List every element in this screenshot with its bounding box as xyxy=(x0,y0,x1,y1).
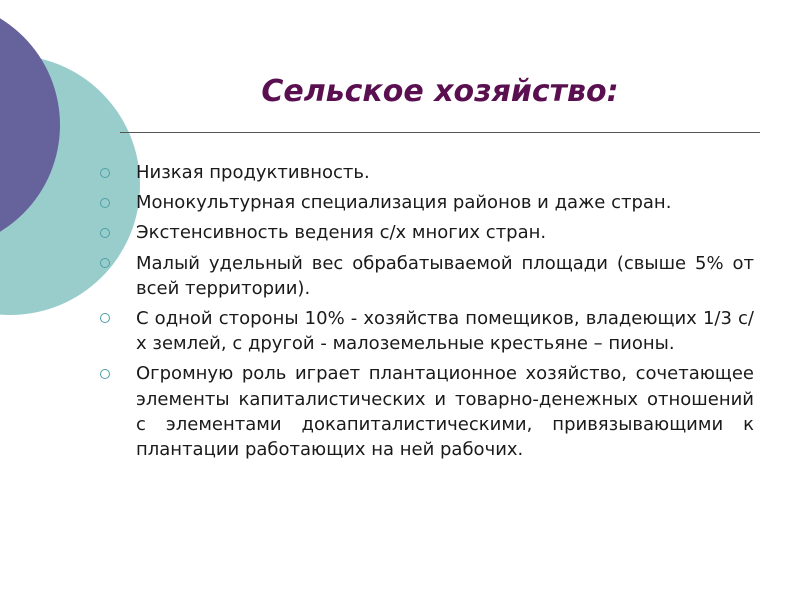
title-divider xyxy=(120,132,760,133)
bullet-text: Малый удельный вес обрабатываемой площади (свыше 5% от всей территории). xyxy=(136,252,754,299)
list-item xyxy=(100,160,754,185)
bullet-circle-icon xyxy=(100,160,136,185)
bullet-list xyxy=(100,160,754,467)
list-item xyxy=(100,361,754,462)
list-item xyxy=(100,190,754,215)
bullet-circle-icon xyxy=(100,220,136,245)
bullet-circle-icon xyxy=(100,190,136,215)
list-item xyxy=(100,306,754,356)
list-item xyxy=(100,220,754,245)
bullet-text: Низкая продуктивность. xyxy=(136,162,370,183)
bullet-circle-icon xyxy=(100,361,136,386)
bullet-circle-icon xyxy=(100,251,136,276)
slide-title: Сельское хозяйство: xyxy=(261,74,619,109)
bullet-text: Огромную роль играет плантационное хозяйство, сочетающее элементы капиталистических и товарно-денежных отношений с элементами докапиталистическими, привязывающими к плантации работающих на ней рабочих. xyxy=(136,363,754,460)
bullet-text: С одной стороны 10% - хозяйства помещиков, владеющих 1/3 с/х землей, с другой - малоземельные крестьяне – пионы. xyxy=(136,307,754,355)
bullet-text: Монокультурная специализация районов и даже стран. xyxy=(136,192,672,214)
bullet-circle-icon xyxy=(100,306,136,331)
list-item xyxy=(100,251,754,301)
bullet-text: Экстенсивность ведения с/х многих стран. xyxy=(136,222,547,244)
